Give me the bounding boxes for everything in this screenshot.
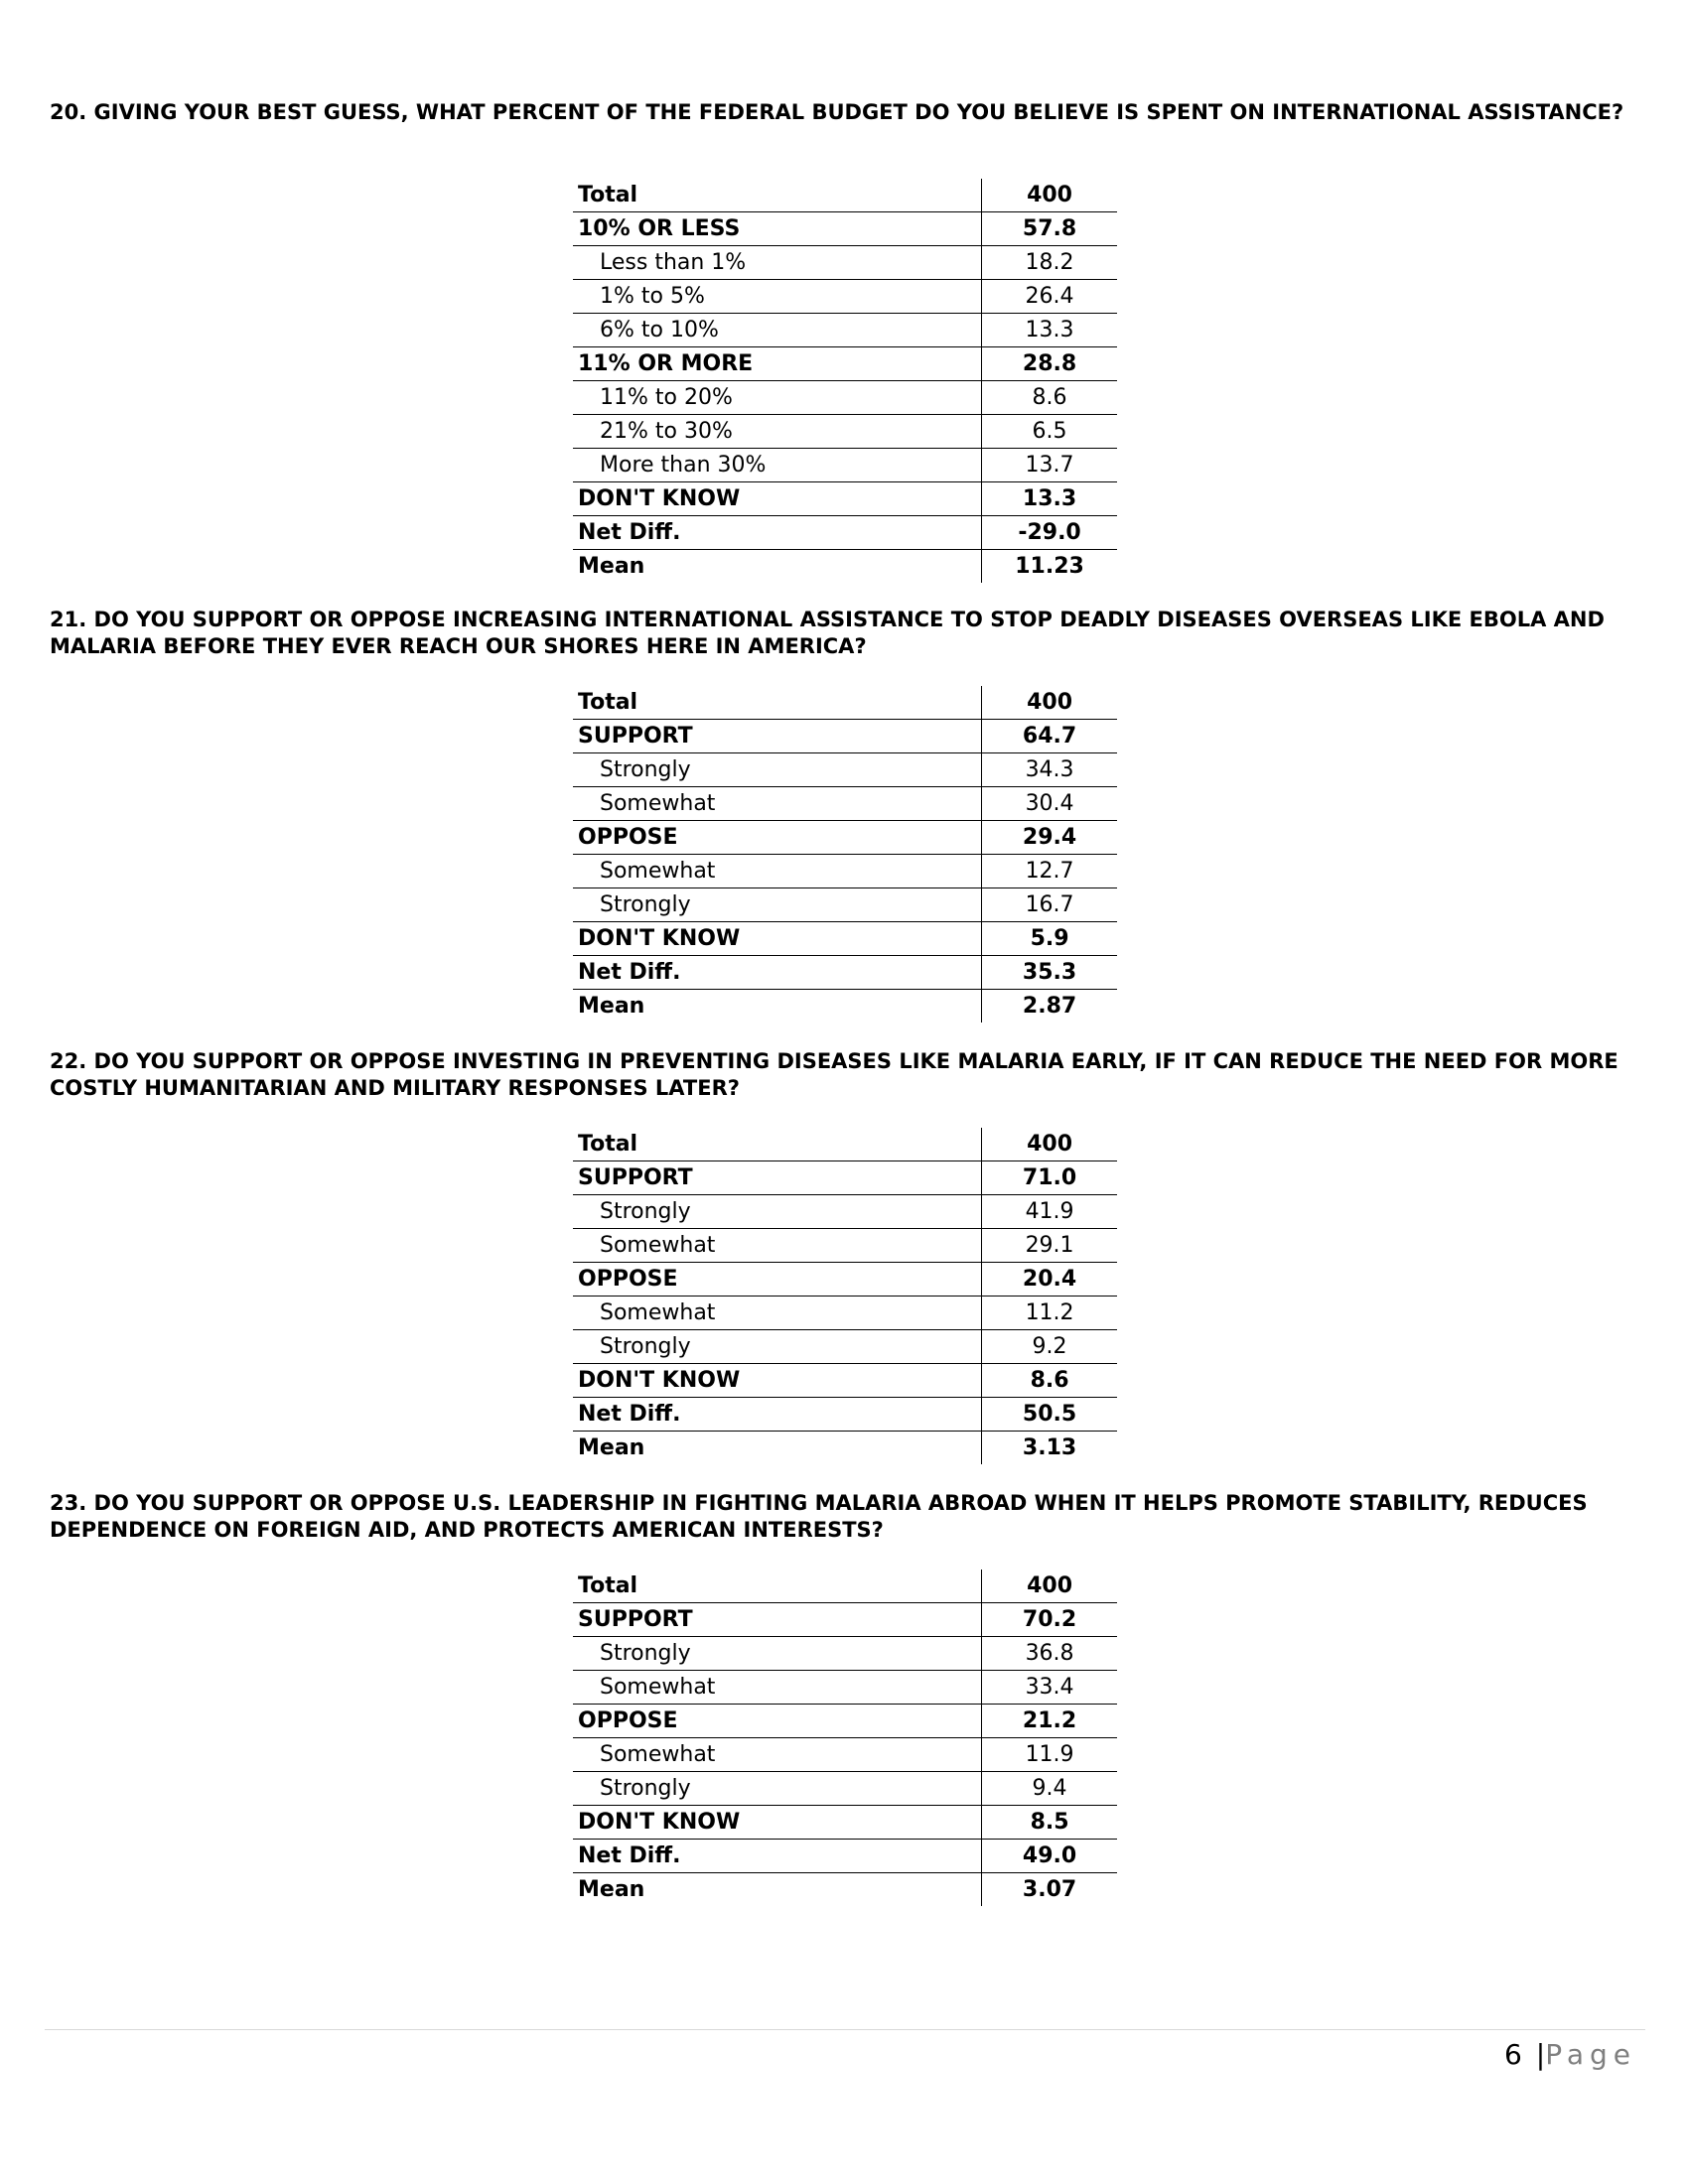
question-22-title: 22. DO YOU SUPPORT OR OPPOSE INVESTING IN PREVENTING DISEASES LIKE MALARIA EARLY, IF IT CAN REDUCE THE NEED FOR MORE COSTLY HUMANITARIAN AND MILITARY RESPONSES LATER? xyxy=(50,1049,1618,1100)
table-row xyxy=(573,212,1117,246)
row-value: 50.5 xyxy=(982,1398,1117,1432)
row-label: Strongly xyxy=(573,1772,982,1806)
row-value: 71.0 xyxy=(982,1161,1117,1195)
row-label: More than 30% xyxy=(573,449,982,482)
question-23-title: 23. DO YOU SUPPORT OR OPPOSE U.S. LEADERSHIP IN FIGHTING MALARIA ABROAD WHEN IT HELPS PROMOTE STABILITY, REDUCES DEPENDENCE ON FOREIGN AID, AND PROTECTS AMERICAN INTERESTS? xyxy=(50,1491,1588,1542)
row-label: Mean xyxy=(578,1877,645,1902)
row-label: Mean xyxy=(578,554,645,579)
row-label: Somewhat xyxy=(573,1738,982,1772)
table-row xyxy=(573,1570,1117,1603)
row-label: Total xyxy=(573,1570,982,1603)
table-row xyxy=(573,1195,1117,1229)
row-value: 3.07 xyxy=(982,1873,1117,1907)
table-row xyxy=(573,179,1117,212)
row-label: 11% OR MORE xyxy=(573,347,982,381)
row-label: Mean xyxy=(578,994,645,1019)
row-label: Strongly xyxy=(573,753,982,787)
row-value: 13.3 xyxy=(982,482,1117,516)
row-label: OPPOSE xyxy=(573,1263,982,1297)
question-23-table xyxy=(573,1570,1117,1906)
row-value: 400 xyxy=(982,686,1117,720)
table-row xyxy=(573,516,1117,550)
row-label: OPPOSE xyxy=(573,821,982,855)
row-label: Total xyxy=(573,179,982,212)
row-value: 36.8 xyxy=(982,1637,1117,1671)
row-value: 400 xyxy=(982,179,1117,212)
table-row xyxy=(573,415,1117,449)
row-value: 13.3 xyxy=(982,314,1117,347)
row-label: 10% OR LESS xyxy=(573,212,982,246)
row-label: 6% to 10% xyxy=(573,314,982,347)
row-label: 21% to 30% xyxy=(573,415,982,449)
row-label: Strongly xyxy=(573,1195,982,1229)
row-value: 13.7 xyxy=(982,449,1117,482)
table-row xyxy=(573,1229,1117,1263)
table-row xyxy=(573,381,1117,415)
row-value: 26.4 xyxy=(982,280,1117,314)
row-label: DON'T KNOW xyxy=(573,1806,982,1840)
row-label: Somewhat xyxy=(573,787,982,821)
row-value: 70.2 xyxy=(982,1603,1117,1637)
table-row xyxy=(573,1432,1117,1465)
question-21-title: 21. DO YOU SUPPORT OR OPPOSE INCREASING INTERNATIONAL ASSISTANCE TO STOP DEADLY DISEASES OVERSEAS LIKE EBOLA AND MALARIA BEFORE THEY EVER REACH OUR SHORES HERE IN AMERICA? xyxy=(50,608,1605,658)
row-label: SUPPORT xyxy=(573,1161,982,1195)
row-value: 400 xyxy=(982,1128,1117,1161)
row-label: Strongly xyxy=(573,1637,982,1671)
table-row xyxy=(573,888,1117,922)
footer-divider xyxy=(45,2029,1645,2030)
row-value: 9.4 xyxy=(982,1772,1117,1806)
row-label: DON'T KNOW xyxy=(573,1364,982,1398)
table-row xyxy=(573,347,1117,381)
table-row xyxy=(573,686,1117,720)
row-label: Less than 1% xyxy=(573,246,982,280)
row-value: 20.4 xyxy=(982,1263,1117,1297)
question-20-title: 20. GIVING YOUR BEST GUESS, WHAT PERCENT OF THE FEDERAL BUDGET DO YOU BELIEVE IS SPENT ON INTERNATIONAL ASSISTANCE? xyxy=(50,100,1624,124)
row-value: 2.87 xyxy=(982,990,1117,1024)
row-label: Net Diff. xyxy=(573,956,982,990)
question-20-table xyxy=(573,179,1117,583)
row-label: DON'T KNOW xyxy=(573,922,982,956)
row-label: Net Diff. xyxy=(573,1398,982,1432)
row-value: 8.6 xyxy=(982,381,1117,415)
row-value: 8.6 xyxy=(982,1364,1117,1398)
table-row xyxy=(573,1263,1117,1297)
table-row xyxy=(573,550,1117,584)
row-label: Strongly xyxy=(573,888,982,922)
table-row xyxy=(573,1330,1117,1364)
row-value: 400 xyxy=(982,1570,1117,1603)
row-value: 6.5 xyxy=(982,415,1117,449)
row-label: DON'T KNOW xyxy=(573,482,982,516)
table-row xyxy=(573,1398,1117,1432)
row-label: Net Diff. xyxy=(573,1840,982,1873)
row-label: Total xyxy=(573,686,982,720)
table-row xyxy=(573,1772,1117,1806)
row-value: 11.9 xyxy=(982,1738,1117,1772)
row-label: Strongly xyxy=(573,1330,982,1364)
row-label: 1% to 5% xyxy=(573,280,982,314)
row-value: 33.4 xyxy=(982,1671,1117,1705)
table-row xyxy=(573,314,1117,347)
row-value: 16.7 xyxy=(982,888,1117,922)
table-row xyxy=(573,246,1117,280)
row-value: 49.0 xyxy=(982,1840,1117,1873)
table-row xyxy=(573,990,1117,1024)
row-label: Total xyxy=(573,1128,982,1161)
row-value: 11.2 xyxy=(982,1297,1117,1330)
row-value: 18.2 xyxy=(982,246,1117,280)
row-value: 28.8 xyxy=(982,347,1117,381)
page-footer xyxy=(1504,2037,1636,2073)
row-value: 5.9 xyxy=(982,922,1117,956)
row-label: Somewhat xyxy=(573,855,982,888)
row-value: 30.4 xyxy=(982,787,1117,821)
table-row xyxy=(573,1840,1117,1873)
row-value: 35.3 xyxy=(982,956,1117,990)
row-value: 3.13 xyxy=(982,1432,1117,1465)
row-label: 11% to 20% xyxy=(573,381,982,415)
question-22-table xyxy=(573,1128,1117,1464)
table-row xyxy=(573,1364,1117,1398)
table-row xyxy=(573,1161,1117,1195)
footer-separator: | xyxy=(1535,2038,1546,2071)
row-value: 57.8 xyxy=(982,212,1117,246)
row-label: Somewhat xyxy=(573,1297,982,1330)
row-value: 34.3 xyxy=(982,753,1117,787)
row-value: 41.9 xyxy=(982,1195,1117,1229)
table-row xyxy=(573,753,1117,787)
row-value: 29.1 xyxy=(982,1229,1117,1263)
table-row xyxy=(573,956,1117,990)
table-row xyxy=(573,1603,1117,1637)
table-row xyxy=(573,821,1117,855)
table-row xyxy=(573,482,1117,516)
table-row xyxy=(573,1671,1117,1705)
table-row xyxy=(573,1873,1117,1907)
row-label: Somewhat xyxy=(573,1671,982,1705)
table-row xyxy=(573,855,1117,888)
row-value: 12.7 xyxy=(982,855,1117,888)
row-value: -29.0 xyxy=(982,516,1117,550)
table-row xyxy=(573,922,1117,956)
table-row xyxy=(573,1637,1117,1671)
table-row xyxy=(573,1297,1117,1330)
row-value: 11.23 xyxy=(982,550,1117,584)
page-number: 6 xyxy=(1503,2038,1522,2071)
question-21-table xyxy=(573,686,1117,1023)
table-row xyxy=(573,449,1117,482)
table-row xyxy=(573,1705,1117,1738)
row-value: 8.5 xyxy=(982,1806,1117,1840)
page-label: Page xyxy=(1545,2038,1636,2071)
table-row xyxy=(573,280,1117,314)
row-label: SUPPORT xyxy=(573,720,982,753)
row-value: 9.2 xyxy=(982,1330,1117,1364)
row-value: 21.2 xyxy=(982,1705,1117,1738)
row-value: 29.4 xyxy=(982,821,1117,855)
table-row xyxy=(573,787,1117,821)
table-row xyxy=(573,1128,1117,1161)
row-label: SUPPORT xyxy=(573,1603,982,1637)
table-row xyxy=(573,1738,1117,1772)
row-label: OPPOSE xyxy=(573,1705,982,1738)
row-value: 64.7 xyxy=(982,720,1117,753)
row-label: Somewhat xyxy=(573,1229,982,1263)
row-label: Net Diff. xyxy=(573,516,982,550)
table-row xyxy=(573,720,1117,753)
table-row xyxy=(573,1806,1117,1840)
row-label: Mean xyxy=(578,1435,645,1460)
